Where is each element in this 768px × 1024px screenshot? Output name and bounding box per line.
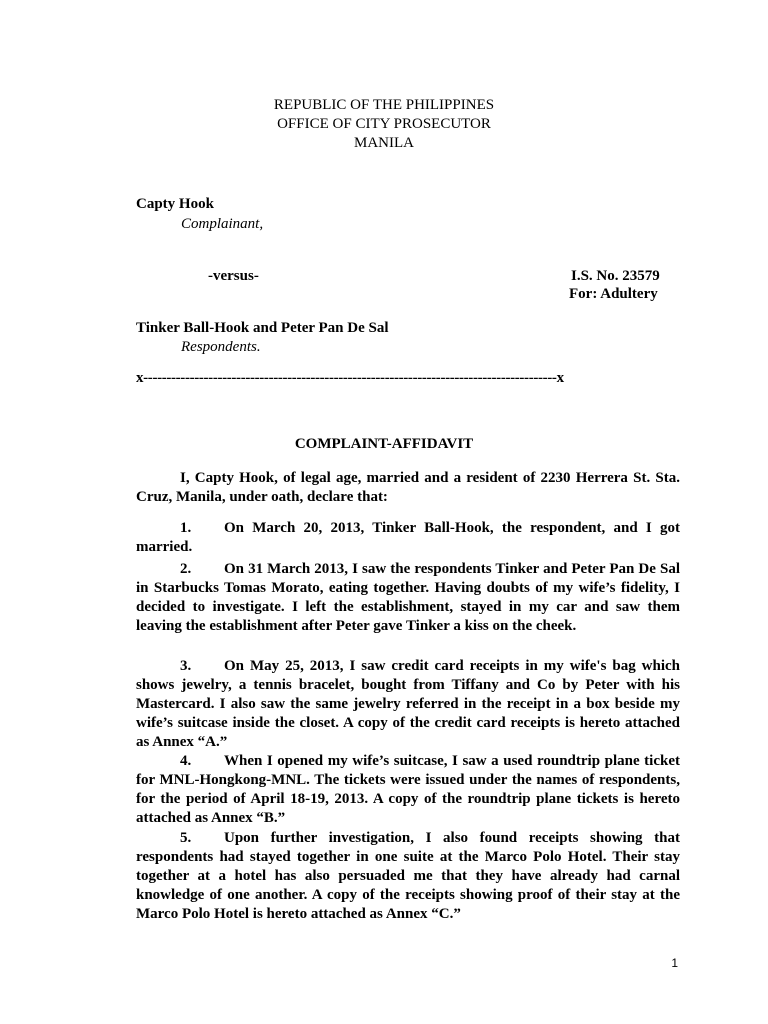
header-city: MANILA: [354, 135, 414, 151]
case-number: I.S. No. 23579: [571, 268, 660, 284]
header-office: OFFICE OF CITY PROSECUTOR: [277, 116, 491, 132]
paragraph-3: [136, 657, 680, 752]
paragraph-1: [136, 519, 680, 557]
versus-label: -versus-: [208, 268, 259, 284]
paragraph-number: 5.: [180, 830, 192, 846]
page-number: 1: [671, 956, 678, 970]
intro-text: I, Capty Hook, of legal age, married and a resident of 2230 Herrera St. Sta. Cruz, Manila, under oath, declare that:: [136, 470, 680, 505]
case-charge: For: Adultery: [569, 286, 658, 302]
paragraph-number: 1.: [180, 520, 192, 536]
paragraph-number: 4.: [180, 753, 192, 769]
paragraph-text: On May 25, 2013, I saw credit card receipts in my wife's bag which shows jewelry, a tennis bracelet, bought from Tiffany and Co by Peter with his Mastercard. I also saw the same jewelry referred in the receipt in a box beside my wife’s suitcase inside the closet. A copy of the credit card receipts is hereto attached as Annex “A.”: [136, 658, 680, 750]
complainant-name: Capty Hook: [136, 196, 214, 212]
header-republic: REPUBLIC OF THE PHILIPPINES: [273, 97, 495, 113]
respondents-names: Tinker Ball-Hook and Peter Pan De Sal: [136, 320, 389, 336]
complainant-role: Complainant,: [181, 216, 264, 232]
document-title: COMPLAINT-AFFIDAVIT: [294, 436, 474, 452]
paragraph-5: [136, 829, 680, 924]
caption-separator: x-----------------------------------------------------------------------------------------x: [136, 370, 564, 386]
paragraph-text: When I opened my wife’s suitcase, I saw a used roundtrip plane ticket for MNL-Hongkong-MNL. The tickets were issued under the names of respondents, for the period of April 18-19, 2013. A copy of the roundtrip plane tickets is hereto attached as Annex “B.”: [136, 753, 680, 826]
paragraph-number: 2.: [180, 561, 192, 577]
respondents-role: Respondents.: [181, 339, 261, 355]
paragraph-4: [136, 752, 680, 828]
paragraph-text: On March 20, 2013, Tinker Ball-Hook, the respondent, and I got married.: [136, 520, 680, 555]
intro-paragraph: [136, 469, 680, 507]
paragraph-2: [136, 560, 680, 636]
paragraph-number: 3.: [180, 658, 192, 674]
paragraph-text: Upon further investigation, I also found receipts showing that respondents had stayed together in one suite at the Marco Polo Hotel. Their stay together at a hotel has also persuaded me that they have already had carnal knowledge of one another. A copy of the receipts showing proof of their stay at the Marco Polo Hotel is hereto attached as Annex “C.”: [136, 830, 680, 922]
document-header: [0, 96, 768, 153]
paragraph-text: On 31 March 2013, I saw the respondents Tinker and Peter Pan De Sal in Starbucks Tomas Morato, eating together. Having doubts of my wife’s fidelity, I decided to investigate. I left the establishment, stayed in my car and saw them leaving the establishment after Peter gave Tinker a kiss on the cheek.: [136, 561, 680, 634]
